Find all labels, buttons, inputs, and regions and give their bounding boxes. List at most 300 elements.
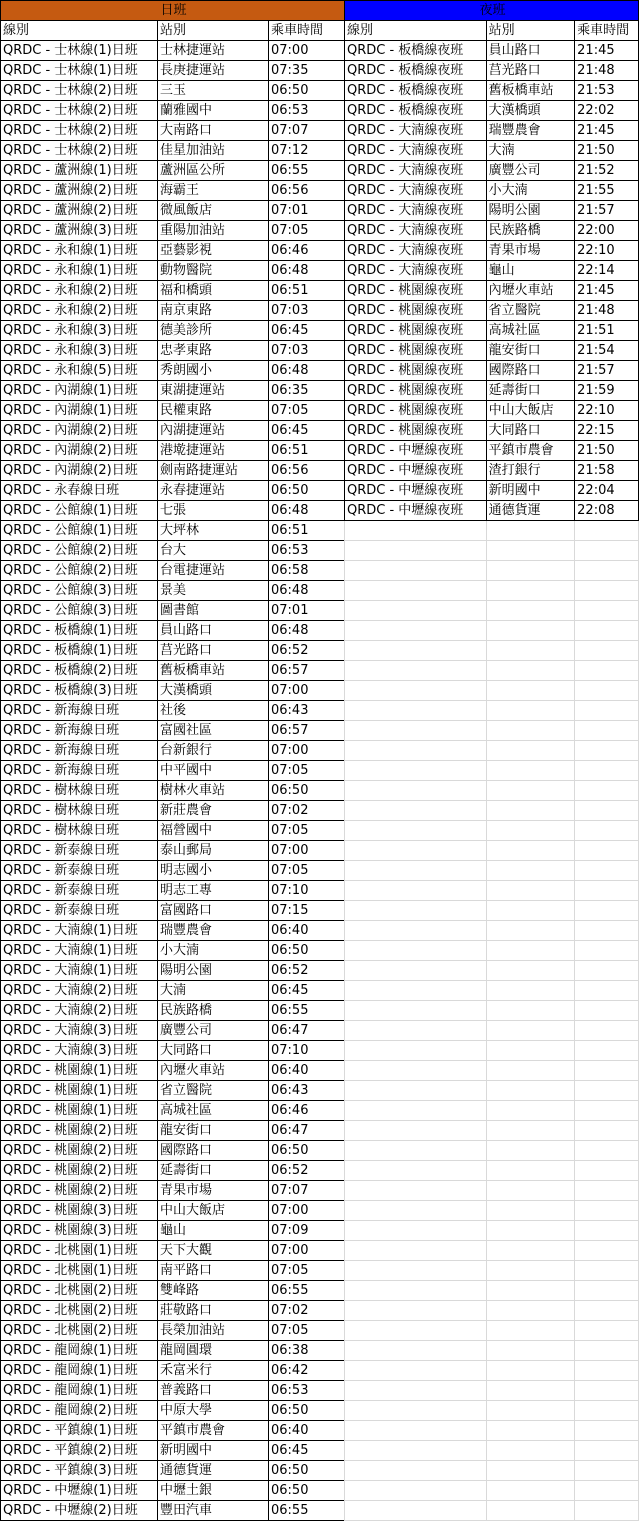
stop-cell: 內壢火車站 (486, 281, 575, 301)
table-row (345, 41, 639, 61)
table-row (1, 1261, 345, 1281)
time-cell: 07:05 (269, 761, 345, 781)
time-cell: 07:35 (269, 61, 345, 81)
empty-cell (486, 801, 575, 821)
empty-row (345, 1421, 639, 1441)
empty-cell (345, 1381, 487, 1401)
stop-cell: 微風飯店 (158, 201, 269, 221)
table-row (1, 1041, 345, 1061)
time-cell: 06:50 (269, 1141, 345, 1161)
time-cell: 06:48 (269, 361, 345, 381)
route-cell: QRDC - 板橋線(1)日班 (1, 641, 158, 661)
table-row (1, 1241, 345, 1261)
time-cell: 06:56 (269, 181, 345, 201)
empty-cell (575, 561, 639, 581)
table-row (1, 121, 345, 141)
empty-cell (575, 861, 639, 881)
empty-cell (345, 761, 487, 781)
table-row (345, 321, 639, 341)
route-cell: QRDC - 平鎮線(1)日班 (1, 1421, 158, 1441)
empty-cell (575, 741, 639, 761)
table-row (1, 481, 345, 501)
route-cell: QRDC - 新泰線日班 (1, 901, 158, 921)
empty-cell (345, 581, 487, 601)
stop-cell: 龜山 (486, 261, 575, 281)
empty-cell (575, 1201, 639, 1221)
time-cell: 06:55 (269, 1001, 345, 1021)
route-cell: QRDC - 內湖線(1)日班 (1, 381, 158, 401)
time-cell: 06:43 (269, 1081, 345, 1101)
empty-cell (486, 1361, 575, 1381)
table-row (1, 201, 345, 221)
table-row (1, 941, 345, 961)
route-cell: QRDC - 大湳線(3)日班 (1, 1021, 158, 1041)
table-row (1, 981, 345, 1001)
stop-cell: 內壢火車站 (158, 1061, 269, 1081)
time-cell: 21:51 (575, 321, 639, 341)
empty-row (345, 1021, 639, 1041)
table-row (1, 681, 345, 701)
empty-cell (345, 1461, 487, 1481)
table-row (1, 521, 345, 541)
time-cell: 21:57 (575, 361, 639, 381)
time-cell: 06:52 (269, 1161, 345, 1181)
empty-cell (575, 1061, 639, 1081)
stop-cell: 新莊農會 (158, 801, 269, 821)
empty-cell (575, 1461, 639, 1481)
table-row (345, 461, 639, 481)
time-cell: 06:53 (269, 101, 345, 121)
route-cell: QRDC - 公館線(3)日班 (1, 581, 158, 601)
table-row (345, 381, 639, 401)
empty-cell (486, 941, 575, 961)
empty-cell (575, 1501, 639, 1521)
empty-cell (345, 1161, 487, 1181)
empty-cell (575, 1301, 639, 1321)
empty-row (345, 1261, 639, 1281)
empty-row (345, 561, 639, 581)
empty-cell (486, 641, 575, 661)
empty-cell (575, 1241, 639, 1261)
table-row (1, 1141, 345, 1161)
route-cell: QRDC - 平鎮線(3)日班 (1, 1461, 158, 1481)
table-row (1, 861, 345, 881)
table-row (1, 281, 345, 301)
time-cell: 06:52 (269, 961, 345, 981)
empty-cell (486, 521, 575, 541)
empty-row (345, 1061, 639, 1081)
route-cell: QRDC - 板橋線夜班 (345, 61, 487, 81)
night-col-route: 線別 (345, 21, 487, 41)
table-row (345, 101, 639, 121)
route-cell: QRDC - 桃園線(3)日班 (1, 1221, 158, 1241)
time-cell: 07:05 (269, 1321, 345, 1341)
empty-row (345, 1041, 639, 1061)
table-row (1, 901, 345, 921)
empty-cell (345, 1121, 487, 1141)
empty-cell (575, 1181, 639, 1201)
route-cell: QRDC - 桃園線(2)日班 (1, 1161, 158, 1181)
route-cell: QRDC - 蘆洲線(2)日班 (1, 201, 158, 221)
stop-cell: 大漢橋頭 (486, 101, 575, 121)
route-cell: QRDC - 士林線(2)日班 (1, 121, 158, 141)
table-row (1, 621, 345, 641)
empty-cell (575, 1281, 639, 1301)
route-cell: QRDC - 樹林線日班 (1, 781, 158, 801)
time-cell: 06:55 (269, 1281, 345, 1301)
time-cell: 21:57 (575, 201, 639, 221)
table-row (345, 201, 639, 221)
empty-cell (575, 1161, 639, 1181)
empty-row (345, 1441, 639, 1461)
time-cell: 07:05 (269, 401, 345, 421)
time-cell: 07:12 (269, 141, 345, 161)
empty-cell (575, 681, 639, 701)
empty-row (345, 621, 639, 641)
route-cell: QRDC - 新泰線日班 (1, 881, 158, 901)
empty-cell (575, 701, 639, 721)
stop-cell: 民族路橋 (486, 221, 575, 241)
empty-cell (486, 981, 575, 1001)
time-cell: 06:48 (269, 621, 345, 641)
empty-row (345, 961, 639, 981)
stop-cell: 德美診所 (158, 321, 269, 341)
empty-row (345, 581, 639, 601)
time-cell: 06:40 (269, 1061, 345, 1081)
empty-cell (575, 1401, 639, 1421)
empty-cell (575, 1081, 639, 1101)
table-row (1, 1061, 345, 1081)
table-row (1, 361, 345, 381)
stop-cell: 士林捷運站 (158, 41, 269, 61)
route-cell: QRDC - 大湳線夜班 (345, 241, 487, 261)
table-row (345, 181, 639, 201)
empty-cell (486, 921, 575, 941)
time-cell: 22:02 (575, 101, 639, 121)
route-cell: QRDC - 大湳線(1)日班 (1, 921, 158, 941)
empty-cell (486, 1301, 575, 1321)
route-cell: QRDC - 新泰線日班 (1, 841, 158, 861)
time-cell: 21:45 (575, 121, 639, 141)
empty-cell (486, 1201, 575, 1221)
empty-cell (486, 1501, 575, 1521)
table-row (1, 661, 345, 681)
stop-cell: 長榮加油站 (158, 1321, 269, 1341)
route-cell: QRDC - 大湳線夜班 (345, 201, 487, 221)
table-row (1, 241, 345, 261)
stop-cell: 東湖捷運站 (158, 381, 269, 401)
table-row (1, 841, 345, 861)
stop-cell: 龍安街口 (158, 1121, 269, 1141)
empty-cell (345, 541, 487, 561)
route-cell: QRDC - 永和線(2)日班 (1, 301, 158, 321)
empty-cell (345, 1101, 487, 1121)
empty-row (345, 1161, 639, 1181)
time-cell: 06:55 (269, 1501, 345, 1521)
route-cell: QRDC - 桃園線夜班 (345, 321, 487, 341)
stop-cell: 青果市場 (158, 1181, 269, 1201)
stop-cell: 龜山 (158, 1221, 269, 1241)
route-cell: QRDC - 公館線(3)日班 (1, 601, 158, 621)
route-cell: QRDC - 中壢線(2)日班 (1, 1501, 158, 1521)
empty-row (345, 1181, 639, 1201)
empty-cell (345, 881, 487, 901)
stop-cell: 內湖捷運站 (158, 421, 269, 441)
time-cell: 07:05 (269, 861, 345, 881)
table-row (1, 1441, 345, 1461)
table-row (1, 1401, 345, 1421)
empty-cell (345, 1301, 487, 1321)
night-shift-table (344, 0, 639, 1521)
empty-row (345, 761, 639, 781)
route-cell: QRDC - 大湳線夜班 (345, 261, 487, 281)
empty-row (345, 1101, 639, 1121)
time-cell: 22:10 (575, 241, 639, 261)
route-cell: QRDC - 內湖線(2)日班 (1, 461, 158, 481)
empty-cell (345, 661, 487, 681)
empty-row (345, 1481, 639, 1501)
time-cell: 06:55 (269, 161, 345, 181)
route-cell: QRDC - 大湳線(2)日班 (1, 981, 158, 1001)
empty-cell (345, 1401, 487, 1421)
empty-row (345, 1321, 639, 1341)
time-cell: 07:05 (269, 221, 345, 241)
time-cell: 06:45 (269, 321, 345, 341)
table-row (1, 641, 345, 661)
night-col-time: 乘車時間 (575, 21, 639, 41)
time-cell: 21:50 (575, 141, 639, 161)
stop-cell: 重陽加油站 (158, 221, 269, 241)
table-row (1, 441, 345, 461)
time-cell: 07:07 (269, 121, 345, 141)
table-row (1, 1321, 345, 1341)
empty-cell (575, 821, 639, 841)
empty-cell (575, 1381, 639, 1401)
route-cell: QRDC - 中壢線夜班 (345, 501, 487, 521)
stop-cell: 台電捷運站 (158, 561, 269, 581)
table-row (1, 1281, 345, 1301)
empty-row (345, 741, 639, 761)
time-cell: 07:10 (269, 881, 345, 901)
empty-cell (486, 1101, 575, 1121)
table-row (345, 121, 639, 141)
empty-cell (486, 661, 575, 681)
day-col-route: 線別 (1, 21, 158, 41)
time-cell: 21:59 (575, 381, 639, 401)
stop-cell: 樹林火車站 (158, 781, 269, 801)
table-row (1, 1121, 345, 1141)
stop-cell: 豐田汽車 (158, 1501, 269, 1521)
empty-cell (575, 601, 639, 621)
table-row (1, 401, 345, 421)
time-cell: 07:03 (269, 341, 345, 361)
empty-cell (345, 1361, 487, 1381)
table-row (1, 881, 345, 901)
time-cell: 06:48 (269, 261, 345, 281)
table-row (345, 361, 639, 381)
empty-cell (575, 781, 639, 801)
stop-cell: 大湳 (486, 141, 575, 161)
time-cell: 07:03 (269, 301, 345, 321)
time-cell: 06:57 (269, 661, 345, 681)
empty-cell (486, 1081, 575, 1101)
empty-cell (575, 721, 639, 741)
empty-cell (486, 601, 575, 621)
table-row (345, 261, 639, 281)
empty-cell (575, 1221, 639, 1241)
stop-cell: 動物醫院 (158, 261, 269, 281)
time-cell: 21:48 (575, 61, 639, 81)
stop-cell: 普義路口 (158, 1381, 269, 1401)
empty-cell (345, 1441, 487, 1461)
empty-row (345, 521, 639, 541)
stop-cell: 秀朗國小 (158, 361, 269, 381)
empty-cell (575, 1041, 639, 1061)
route-cell: QRDC - 桃園線(2)日班 (1, 1181, 158, 1201)
route-cell: QRDC - 士林線(1)日班 (1, 41, 158, 61)
time-cell: 07:00 (269, 681, 345, 701)
empty-cell (345, 1341, 487, 1361)
empty-cell (345, 1141, 487, 1161)
table-row (1, 301, 345, 321)
stop-cell: 中山大飯店 (158, 1201, 269, 1221)
time-cell: 06:38 (269, 1341, 345, 1361)
time-cell: 07:07 (269, 1181, 345, 1201)
empty-row (345, 721, 639, 741)
stop-cell: 大南路口 (158, 121, 269, 141)
time-cell: 06:50 (269, 1481, 345, 1501)
table-row (345, 61, 639, 81)
stop-cell: 中原大學 (158, 1401, 269, 1421)
empty-cell (575, 921, 639, 941)
stop-cell: 大同路口 (486, 421, 575, 441)
route-cell: QRDC - 桃園線(2)日班 (1, 1121, 158, 1141)
empty-cell (575, 1001, 639, 1021)
empty-cell (345, 1021, 487, 1041)
stop-cell: 社後 (158, 701, 269, 721)
empty-cell (575, 1341, 639, 1361)
empty-cell (575, 981, 639, 1001)
empty-row (345, 881, 639, 901)
empty-cell (486, 861, 575, 881)
route-cell: QRDC - 大湳線(1)日班 (1, 941, 158, 961)
empty-cell (345, 1421, 487, 1441)
table-row (1, 261, 345, 281)
time-cell: 06:45 (269, 981, 345, 1001)
route-cell: QRDC - 永和線(3)日班 (1, 321, 158, 341)
time-cell: 06:48 (269, 501, 345, 521)
time-cell: 07:00 (269, 41, 345, 61)
route-cell: QRDC - 桃園線夜班 (345, 301, 487, 321)
route-cell: QRDC - 樹林線日班 (1, 801, 158, 821)
table-row (345, 341, 639, 361)
route-cell: QRDC - 公館線(1)日班 (1, 521, 158, 541)
table-row (1, 921, 345, 941)
table-row (1, 1181, 345, 1201)
empty-cell (486, 1321, 575, 1341)
empty-cell (345, 1081, 487, 1101)
empty-row (345, 801, 639, 821)
empty-cell (345, 1241, 487, 1261)
stop-cell: 通德貨運 (158, 1461, 269, 1481)
stop-cell: 富國社區 (158, 721, 269, 741)
time-cell: 07:09 (269, 1221, 345, 1241)
empty-cell (486, 1121, 575, 1141)
time-cell: 07:00 (269, 741, 345, 761)
empty-cell (575, 521, 639, 541)
table-row (345, 481, 639, 501)
stop-cell: 台大 (158, 541, 269, 561)
empty-row (345, 981, 639, 1001)
empty-cell (345, 1181, 487, 1201)
route-cell: QRDC - 桃園線(2)日班 (1, 1141, 158, 1161)
route-cell: QRDC - 桃園線夜班 (345, 421, 487, 441)
time-cell: 06:50 (269, 81, 345, 101)
route-cell: QRDC - 新海線日班 (1, 721, 158, 741)
table-row (1, 721, 345, 741)
empty-cell (486, 901, 575, 921)
empty-cell (486, 1381, 575, 1401)
route-cell: QRDC - 蘆洲線(3)日班 (1, 221, 158, 241)
route-cell: QRDC - 平鎮線(2)日班 (1, 1441, 158, 1461)
route-cell: QRDC - 龍岡線(1)日班 (1, 1361, 158, 1381)
table-row (1, 1201, 345, 1221)
stop-cell: 明志工專 (158, 881, 269, 901)
time-cell: 07:00 (269, 1241, 345, 1261)
empty-cell (345, 681, 487, 701)
route-cell: QRDC - 龍岡線(2)日班 (1, 1401, 158, 1421)
stop-cell: 平鎮市農會 (486, 441, 575, 461)
empty-cell (486, 821, 575, 841)
empty-cell (575, 1421, 639, 1441)
route-cell: QRDC - 北桃園(2)日班 (1, 1301, 158, 1321)
route-cell: QRDC - 新海線日班 (1, 741, 158, 761)
empty-cell (486, 1181, 575, 1201)
empty-cell (575, 641, 639, 661)
day-shift-title: 日班 (1, 1, 345, 21)
table-row (1, 321, 345, 341)
empty-cell (575, 1101, 639, 1121)
stop-cell: 景美 (158, 581, 269, 601)
time-cell: 06:50 (269, 781, 345, 801)
empty-cell (486, 1161, 575, 1181)
empty-cell (486, 761, 575, 781)
table-row (1, 1381, 345, 1401)
table-row (345, 501, 639, 521)
stop-cell: 明志國小 (158, 861, 269, 881)
time-cell: 21:58 (575, 461, 639, 481)
empty-cell (486, 781, 575, 801)
empty-cell (486, 1481, 575, 1501)
empty-cell (345, 641, 487, 661)
stop-cell: 大坪林 (158, 521, 269, 541)
table-row (1, 101, 345, 121)
empty-cell (486, 1261, 575, 1281)
route-cell: QRDC - 桃園線(3)日班 (1, 1201, 158, 1221)
empty-cell (486, 881, 575, 901)
table-row (1, 81, 345, 101)
empty-cell (575, 1361, 639, 1381)
empty-cell (486, 1061, 575, 1081)
time-cell: 07:02 (269, 801, 345, 821)
empty-cell (486, 1241, 575, 1261)
time-cell: 06:46 (269, 1101, 345, 1121)
empty-cell (486, 961, 575, 981)
empty-cell (575, 961, 639, 981)
empty-row (345, 1401, 639, 1421)
route-cell: QRDC - 內湖線(2)日班 (1, 421, 158, 441)
table-row (1, 341, 345, 361)
